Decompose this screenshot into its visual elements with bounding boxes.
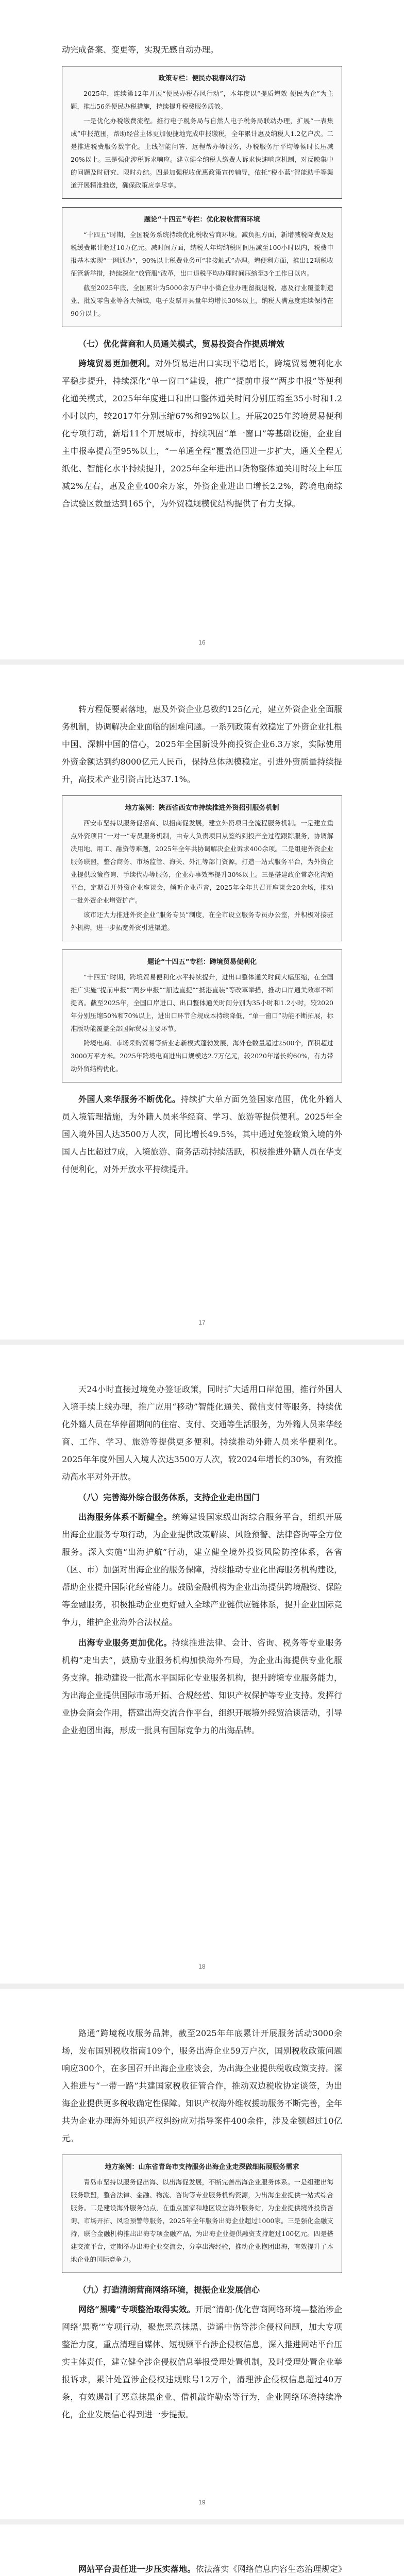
page-2-content — [62, 701, 342, 1181]
case-box-title: 地方案例：山东省青岛市支持服务出海企业走深做细拓展服务需求 — [105, 2163, 299, 2171]
document-page-1 — [0, 0, 404, 659]
body-paragraph — [62, 2561, 342, 2576]
body-paragraph — [62, 1091, 342, 1178]
body-paragraph: 天24小时直接过境免办签证政策，同时扩大适用口岸范围，推行外国人入境手续上线办理，推广应用“移动”智能化通关、微信支付等服务，持续优化外籍人员在华停留期间的住宿、支付、交通等生活服务，为外籍人员来华经商、工作、学习、旅游等提供更多便利。持续推动外籍人员来华便利化。2025年年度外国人入境人次达3500万人次，较2024年增长约30%，有效推动高水平对外开放。 — [62, 1384, 343, 1482]
page-separator — [0, 1984, 404, 1989]
section-heading: （八）完善海外综合服务体系，支持企业走出国门 — [78, 1493, 260, 1502]
paragraph-text: 开展“清朗·优化营商网络环境—整治涉企网络‘黑嘴’”专项行动，聚焦恶意抹黑、造谣中伤等涉企侵权问题，加大专项整治力度，重点清理自媒体、短视频平台涉企侵权信息，深入推进网站平台压实主体责任，建立健全涉企侵权信息举报受理处置机制，及时受理处置企业举报诉求，累计处置涉企侵权违规账号12万个，清理涉企侵权信息超过40万条，有效遏制了恶意抹黑企业、借机敲诈勒索等行为，企业网络环境持续净化，企业发展信心得到进一步提振。 — [62, 2304, 343, 2419]
page-number: 18 — [198, 1963, 206, 1970]
case-box-paragraph: 青岛市坚持以服务促出海、以出海促发展，不断完善出海企业服务体系。一是组建出海服务联盟，整合法律、金融、物流、咨询等专业服务机构资源，为出海企业提供一站式综合服务。二是建设海外服务站点，在重点国家和地区设立海外服务站，为企业提供境外投资咨询、市场开拓、风险预警等服务，2025年全年服务出海企业超过1000家。三是强化金融支持，联合金融机构推出出海专项金融产品，为出海企业提供融资支持超过100亿元。四是搭建交流平台，定期举办出海企业交流会，分享出海经验，推动企业抱团出海，有效提升了本地企业的国际竞争力。 — [71, 2178, 333, 2263]
page-number: 19 — [198, 2499, 206, 2506]
document-page-2 — [0, 665, 404, 1340]
case-box-paragraph: 该市还大力推进外资企业“服务专员”制度，在全市设立服务专员办公室，并积极对接驻外机构，进一步拓宽外资引进渠道。 — [71, 911, 333, 931]
section-heading: （九）打造清朗营商网络环境，提振企业发展信心 — [78, 2285, 260, 2295]
paragraph-text: 统筹建设国家级出海综合服务平台，组织开展出海企业服务专项行动，为企业提供政策解读、风险预警、法律咨询等全方位服务。深入实施“出海护航”行动，建立健全境外投资风险防控体系，各省（区、市）加强对出海企业的服务保障，持续推动专业化出海服务机构建设，帮助企业提升国际化经营能力。鼓励金融机构为企业出海提供跨境融资、保险等金融服务，积极推动企业更好融入全球产业链供应链体系，提升企业国际竞争力，维护企业海外合法权益。 — [62, 1512, 343, 1627]
document-page-3 — [0, 1345, 404, 1984]
paragraph-lead: 网络“黑嘴”专项整治取得实效。 — [78, 2304, 195, 2314]
policy-box-tax-service — [62, 66, 342, 199]
policy-box-trade-facilitation — [62, 950, 342, 1082]
paragraph-lead: 外国人来华服务不断优化。 — [78, 1094, 181, 1104]
page-number: 17 — [198, 1319, 206, 1326]
page-1-top-paragraph: 动完成备案、变更等，实现无感自动办理。 — [62, 45, 219, 55]
policy-box-paragraph: 一是优化办税缴费流程。推行电子税务局与自然人电子税务局联动办理，扩展“一表集成”申报范围，帮助经营主体更加便捷地完成申报缴税，全年累计惠及纳税人1.2亿户次。二是推进税费服务数字化。上线智能问答、远程帮办等服务，办税服务厅平均等候时长压减20%以上。三是强化涉税诉求响应。建立健全纳税人缴费人诉求快速响应机制，对反映集中的问题及时研究、限时办结。四是加强税收优惠政策宣传辅导，依托“税小蓝”智能助手等渠道开展精准推送，确保政策应享尽享。 — [71, 117, 333, 189]
page-3-content — [62, 1381, 342, 1742]
policy-box-paragraph: “十四五”时期，全国税务系统持续优化税收营商环境。减负担方面，新增减税降费及退税缓费累计超过10万亿元。减时间方面，纳税人年均纳税时间压减至100小时以内，税费申报基本实现“一网通办”，90%以上税费业务可“非接触式”办理。增便利方面，推出12项税收征管新举措，持续深化“放管服”改革，出口退税平均办理时间压缩至3个工作日以内。 — [71, 231, 333, 277]
page-1-content — [62, 41, 342, 516]
body-paragraph: 转方程促要素落地，惠及外资企业总数约125亿元，建立外资企业全面服务机制，协调解决企业面临的困难问题。一系列政策有效稳定了外资企业扎根中国、深耕中国的信心，2025年全国新设外商投资企业6.3万家，实际使用外资金额达到约8000亿元人民币，保持总体规模稳定。引进外资质量持续提升，高技术产业引资占比达37.1%。 — [62, 704, 343, 784]
paragraph-lead: 出海专业服务更加优化。 — [78, 1638, 172, 1648]
body-paragraph: 路通”跨境税收服务品牌，截至2025年年底累计开展服务活动3000余场，发布国别税收指南109个，服务出海企业59万户次，国别税收政策问题响应300个，在多国召开出海企业座谈会，为出海企业提供税收政策支持。深入推进与“一带一路”共建国家税收征管合作，推动双边税收协定谈签，为出海企业提供更多税收确定性保障。知识产权海外维权援助服务不断完善，全年共为企业办理海外知识产权纠纷应对指导案件400余件，涉及金额超过10亿元。 — [62, 2028, 343, 2143]
document-page-4 — [0, 1989, 404, 2519]
page-number: 16 — [198, 639, 206, 646]
policy-box-fourteenth-plan-tax — [62, 207, 342, 327]
policy-box-paragraph: 2025年，连续第12年开展“便民办税春风行动”，本年度以“提质增效 便民为企”为主题，推出56条便民办税措施，持续提升税费服务质效。 — [71, 90, 333, 110]
page-separator — [0, 1340, 404, 1345]
body-paragraph — [62, 355, 342, 513]
policy-box-title: 题论“十四五”专栏：跨境贸易便利化 — [147, 958, 257, 966]
section-heading: （七）优化营商和人员通关模式，贸易投资合作提质增效 — [78, 339, 285, 349]
paragraph-text: 依法落实《网络信息内容生态治理规定》 — [195, 2564, 342, 2574]
paragraph-lead: 跨境贸易更加便利。 — [78, 359, 155, 368]
paragraph-text: 持续推进法律、会计、咨询、税务等专业服务机构“走出去”，鼓励专业服务机构加快海外布局，为企业出海提供专业化服务支撑。推动建设一批高水平国际化专业服务机构，提升跨境专业服务能力，为出海企业提供国际市场开拓、合规经营、知识产权保护等专业支持。发挥行业协会商会作用，搭建出海交流合作平台，组织开展境外经贸洽谈活动，引导企业抱团出海，形成一批具有国际竞争力的出海品牌。 — [62, 1638, 343, 1735]
case-box-paragraph: 西安市坚持以服务促招商、以招商促发展，建立外资项目全流程服务机制。一是建立重点外资项目“一对一”专员服务机制，由专人负责项目从签约到投产全过程跟踪服务，协调解决用地、用工、融资等难题，2025年全年共协调解决企业诉求400余项。二是组建外资企业服务联盟，整合商务、市场监管、海关、外汇等部门资源，打造一站式服务平台，为外资企业提供政策咨询、手续代办等服务，企业办事效率提升30%以上。三是搭建政企常态化沟通平台，定期召开外资企业座谈会，倾听企业声音，2025年全年共召开座谈会20余场，推动一批外资企业增资扩产。 — [71, 819, 333, 904]
case-box-qingdao — [62, 2155, 342, 2273]
policy-box-paragraph: “十四五”时期，跨境贸易便利化水平持续提升，进出口整体通关时间大幅压缩，在全国推广实施“提前申报”“两步申报”“船边直提”“抵港直装”等改革举措，推动口岸通关效率不断提高。截至2025年，全国口岸进口、出口整体通关时间分别为35小时和1.2小时，较2020年分别压缩50%和70%以上，进出口环节合规成本持续降低，“单一窗口”功能不断拓展，标准版功能覆盖全部国际贸易主要环节。 — [71, 973, 333, 1032]
case-box-title: 地方案例：陕西省西安市持续推进外资招引服务机制 — [125, 804, 279, 812]
page-separator — [0, 659, 404, 665]
body-paragraph — [62, 1509, 342, 1631]
paragraph-lead: 网站平台责任进一步压实落地。 — [78, 2564, 196, 2574]
case-box-xian — [62, 795, 342, 941]
document-page-5 — [0, 2524, 404, 2576]
paragraph-lead: 出海服务体系不断健全。 — [78, 1512, 172, 1522]
policy-box-paragraph: 跨境电商、市场采购贸易等新业态新模式蓬勃发展，海外仓数量超过2500个，面积超过3000万平方米。2025年跨境电商进出口规模达2.7万亿元，较2020年增长约60%，有力带动外贸结构优化。 — [71, 1039, 333, 1073]
body-paragraph — [62, 1634, 342, 1739]
page-4-content — [62, 2025, 342, 2427]
paragraph-text: 对外贸易进出口实现平稳增长，跨境贸易便利化水平稳步提升，持续深化“单一窗口”建设，推广“提前申报”“两步申报”等便利化通关模式，2025年年度进口和出口整体通关时间分别压缩至35小时和1.2小时以内，较2017年分别压缩67%和92%以上。开展2025年跨境贸易便利化专项行动，新增11个开展城市，持续巩固“单一窗口”等基础设施，企业自主申报率提高至95%以上，“一单通全程”覆盖范围进一步扩大，通关全程无纸化、智能化水平持续提升，2025年全年进出口货物整体通关用时较上年压减2%左右，惠及企业400余万家，外资企业进出口增长2.2%，跨境电商综合试验区数量达到165个，为外贸稳规模优结构提供了有力支撑。 — [62, 359, 342, 509]
paragraph-text: 持续扩大单方面免签国家范围，优化外籍人员入境管理措施，为外籍人员来华经商、学习、旅游等提供便利。2025年全国入境外国人达3500万人次，同比增长49.5%，其中通过免签政策入境的外国人占比超过7成，入境旅游、商务活动持续活跃，积极推进外籍人员在华支付便利化，对外开放水平持续提升。 — [62, 1094, 342, 1174]
page-5-content — [62, 2561, 342, 2576]
policy-box-title: 政策专栏：便民办税春风行动 — [158, 75, 246, 82]
body-paragraph — [62, 2301, 342, 2424]
policy-box-paragraph: 截至2025年底，全国累计为5000余万户中小微企业办理留抵退税，惠及行业覆盖制造业、批发零售业等各大领域，电子发票开具量年均增长30%以上，纳税人满意度连续保持在90分以上。 — [71, 284, 333, 317]
policy-box-title: 题论“十四五”专栏：优化税收营商环境 — [144, 216, 260, 224]
page-separator — [0, 2519, 404, 2524]
